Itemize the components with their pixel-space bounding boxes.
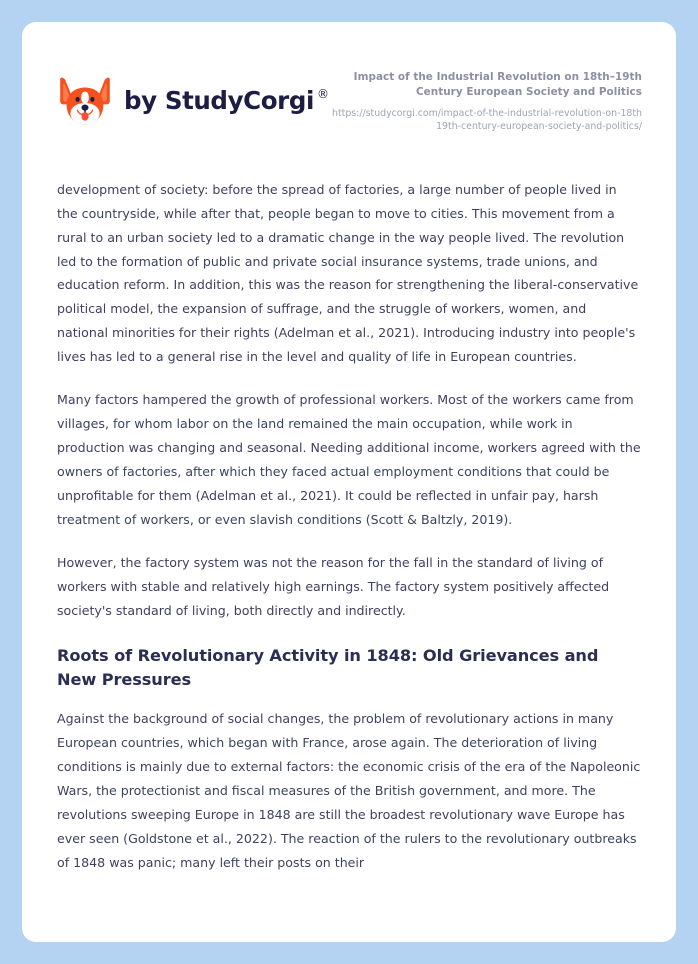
- registered-trademark-icon: ®: [316, 86, 329, 101]
- source-url[interactable]: https://studycorgi.com/impact-of-the-industrial-revolution-on-18th19th-century-european-society-and-politics/: [332, 107, 642, 133]
- brand-name: [124, 86, 329, 115]
- body-paragraph: development of society: before the spread of factories, a large number of people lived in the countryside, while after that, people began to move to cities. This movement from a rural to an urban society led to a dramatic change in the way people lived. The revolution led to the formation of public and private social insurance systems, trade unions, and education reform. In addition, this was the reason for strengthening the liberal-conservative political model, the expansion of suffrage, and the struggle of workers, women, and national minorities for their rights (Adelman et al., 2021). Introducing industry into people's lives has led to a general rise in the level and quality of life in European countries.: [57, 181, 639, 365]
- page-title: Impact of the Industrial Revolution on 18th–19th Century European Society and Politics: [353, 71, 642, 98]
- corgi-head-icon: [57, 74, 113, 126]
- body-paragraph: Against the background of social changes, the problem of revolutionary actions in many European countries, which began with France, arose again. The deterioration of living conditions is mainly due to external factors: the economic crisis of the era of the Napoleonic Wars, the protectionist and fiscal measures of the British government, and more. The revolutions sweeping Europe in 1848 are still the broadest revolutionary wave Europe has ever seen (Goldstone et al., 2022). The reaction of the rulers to the revolutionary outbreaks of 1848 was panic; many left their posts on their: [57, 711, 641, 870]
- document-page-card: [22, 22, 676, 942]
- brand-name-label: by StudyCorgi: [124, 85, 314, 115]
- section-heading: Roots of Revolutionary Activity in 1848: Old Grievances and New Pressures: [57, 646, 599, 689]
- body-paragraph: However, the factory system was not the reason for the fall in the standard of living of workers with stable and relatively high earnings. The factory system positively affected society's standard of living, both directly and indirectly.: [57, 554, 610, 618]
- document-header: [22, 22, 676, 134]
- header-metadata: [329, 68, 642, 134]
- brand-lockup: [57, 68, 329, 126]
- body-paragraph: Many factors hampered the growth of professional workers. Most of the workers came from villages, for whom labor on the land remained the main occupation, while work in production was changing and seasonal. Needing additional income, workers agreed with the owners of factories, after which they faced actual employment conditions that could be unprofitable for them (Adelman et al., 2021). It could be reflected in unfair pay, harsh treatment of workers, or even slavish conditions (Scott & Baltzly, 2019).: [57, 392, 641, 527]
- document-body: [22, 178, 676, 875]
